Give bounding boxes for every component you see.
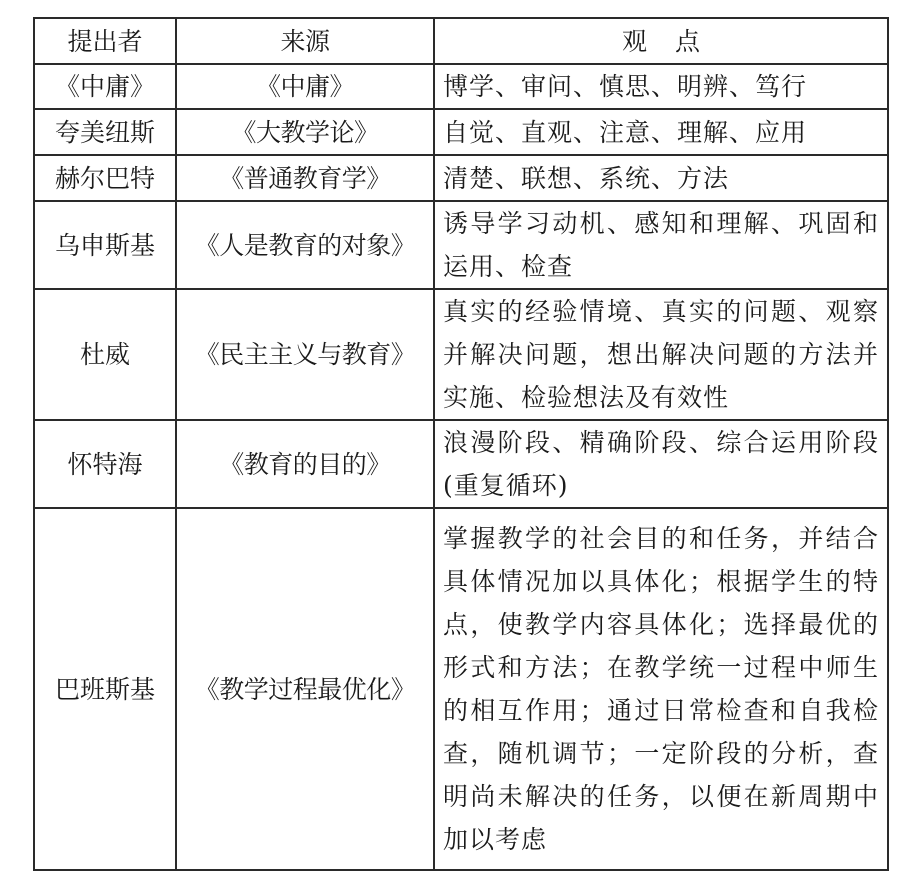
view-cell: 博学、审问、慎思、明辨、笃行 [434,64,888,109]
table-row [34,109,888,155]
table-row [34,155,888,201]
proposer-cell: 《中庸》 [34,64,176,109]
source-cell: 《中庸》 [176,64,434,109]
view-cell: 掌握教学的社会目的和任务，并结合具体情况加以具体化；根据学生的特点，使教学内容具体化；选择最优的形式和方法；在教学统一过程中师生的相互作用；通过日常检查和自我检查，随机调节；一定阶段的分析，查明尚未解决的任务，以便在新周期中加以考虑 [434,508,888,870]
header-view [434,18,888,64]
proposer-cell: 怀特海 [34,420,176,508]
teaching-process-table [33,17,889,871]
table-row [34,420,888,508]
table-row [34,201,888,289]
proposer-cell: 赫尔巴特 [34,155,176,201]
header-view-right: 点 [675,26,701,56]
source-cell: 《民主主义与教育》 [176,289,434,420]
source-cell: 《教学过程最优化》 [176,508,434,870]
view-cell: 浪漫阶段、精确阶段、综合运用阶段(重复循环) [434,420,888,508]
table-row [34,508,888,870]
table-row [34,64,888,109]
proposer-cell: 巴班斯基 [34,508,176,870]
proposer-cell: 杜威 [34,289,176,420]
proposer-cell: 乌申斯基 [34,201,176,289]
source-cell: 《教育的目的》 [176,420,434,508]
source-cell: 《大教学论》 [176,109,434,155]
view-cell: 清楚、联想、系统、方法 [434,155,888,201]
view-cell: 诱导学习动机、感知和理解、巩固和运用、检查 [434,201,888,289]
header-proposer: 提出者 [34,18,176,64]
header-view-left: 观 [621,26,647,56]
source-cell: 《普通教育学》 [176,155,434,201]
view-cell: 自觉、直观、注意、理解、应用 [434,109,888,155]
header-row [34,18,888,64]
proposer-cell: 夸美纽斯 [34,109,176,155]
view-cell: 真实的经验情境、真实的问题、观察并解决问题，想出解决问题的方法并实施、检验想法及有效性 [434,289,888,420]
source-cell: 《人是教育的对象》 [176,201,434,289]
table-row [34,289,888,420]
header-source: 来源 [176,18,434,64]
